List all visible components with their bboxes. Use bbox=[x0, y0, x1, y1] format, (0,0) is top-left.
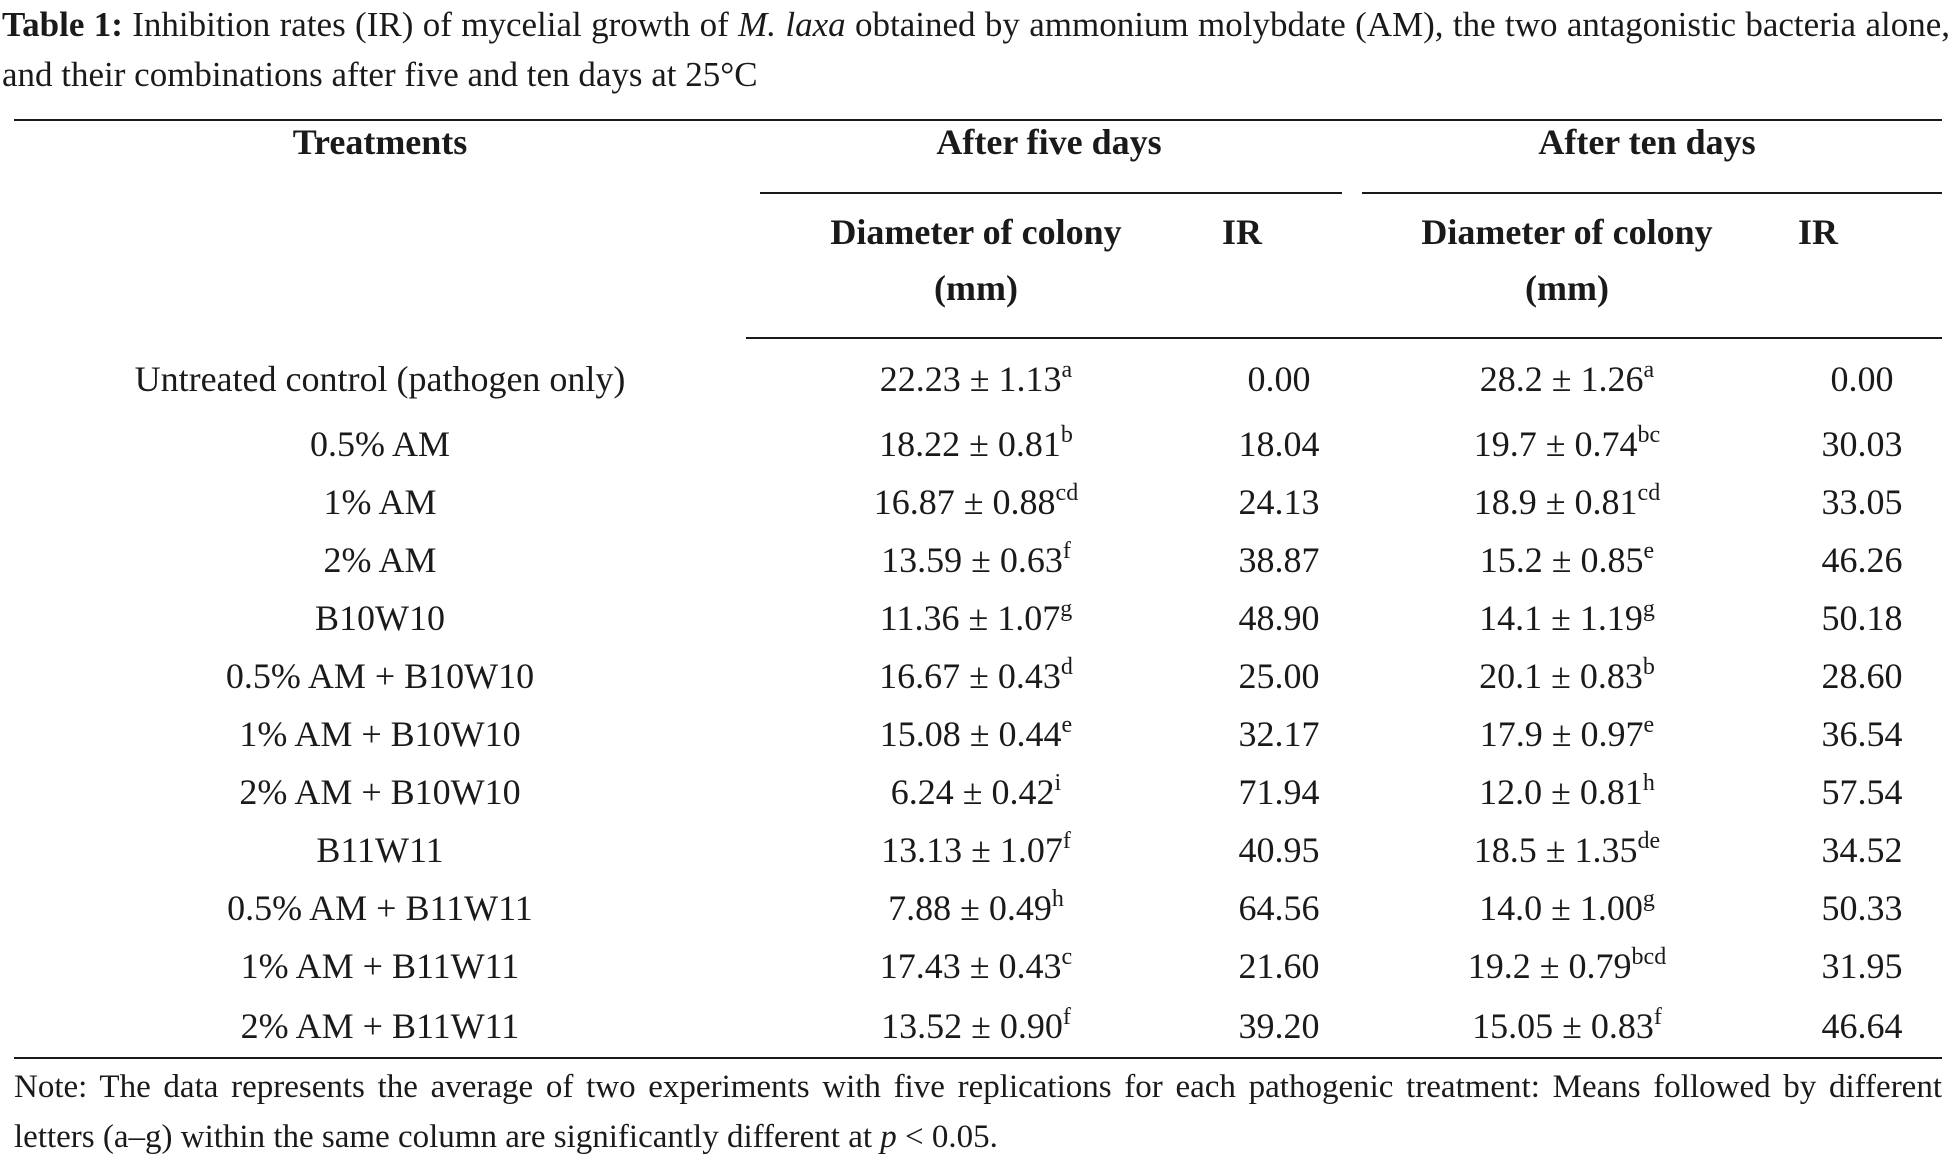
diameter-ten-cell bbox=[1352, 821, 1782, 879]
table-row bbox=[14, 647, 1942, 705]
diameter-ten-cell-value: 14.1 ± 1.19 bbox=[1479, 598, 1643, 638]
table-body bbox=[14, 338, 1942, 1058]
diameter-ten-cell bbox=[1352, 415, 1782, 473]
header-after-ten-days: After ten days bbox=[1352, 120, 1942, 194]
table-row bbox=[14, 338, 1942, 415]
diameter-five-cell-letter: cd bbox=[1055, 480, 1079, 506]
diameter-ten-cell-value: 14.0 ± 1.00 bbox=[1479, 888, 1643, 928]
diameter-ten-cell-letter: b bbox=[1642, 654, 1655, 680]
treatment-cell: B10W10 bbox=[315, 598, 445, 638]
diameter-five-cell-letter: g bbox=[1060, 596, 1073, 622]
diameter-five-cell-value: 17.43 ± 0.43 bbox=[879, 946, 1062, 986]
diameter-five-cell bbox=[746, 879, 1206, 937]
diameter-five-cell bbox=[746, 995, 1206, 1058]
diameter-five-cell-value: 18.22 ± 0.81 bbox=[879, 424, 1061, 464]
header-treatments: Treatments bbox=[14, 120, 746, 338]
diameter-five-cell bbox=[746, 589, 1206, 647]
table-row bbox=[14, 415, 1942, 473]
diameter-ten-cell bbox=[1352, 473, 1782, 531]
diameter-five-cell bbox=[746, 937, 1206, 995]
ir-ten-cell: 28.60 bbox=[1821, 656, 1903, 696]
ir-ten-cell: 57.54 bbox=[1821, 772, 1903, 812]
table-row bbox=[14, 763, 1942, 821]
ir-ten-cell: 31.95 bbox=[1821, 946, 1903, 986]
diameter-ten-cell bbox=[1352, 589, 1782, 647]
table-note bbox=[14, 1062, 1942, 1162]
diameter-five-cell-value: 16.67 ± 0.43 bbox=[879, 656, 1061, 696]
treatment-cell: 2% AM + B10W10 bbox=[239, 772, 521, 812]
diameter-five-cell-value: 13.52 ± 0.90 bbox=[881, 1006, 1063, 1046]
diameter-five-cell-letter: a bbox=[1061, 357, 1073, 383]
diameter-five-cell-letter: c bbox=[1061, 944, 1073, 970]
inhibition-table bbox=[14, 119, 1942, 1059]
ir-five-cell: 21.60 bbox=[1238, 946, 1320, 986]
diameter-ten-cell-letter: bcd bbox=[1631, 944, 1667, 970]
ir-ten-cell: 46.64 bbox=[1782, 995, 1942, 1058]
diameter-five-cell-value: 22.23 ± 1.13 bbox=[879, 359, 1062, 399]
ir-five-cell: 40.95 bbox=[1238, 830, 1320, 870]
diameter-five-cell-letter: i bbox=[1054, 770, 1062, 796]
treatment-cell: 1% AM + B11W11 bbox=[240, 946, 520, 986]
treatment-cell: 2% AM + B11W11 bbox=[14, 995, 746, 1058]
header-after-five-days: After five days bbox=[746, 120, 1352, 194]
diameter-five-cell-letter: d bbox=[1060, 654, 1073, 680]
diameter-ten-cell bbox=[1352, 531, 1782, 589]
diameter-five-cell-letter: f bbox=[1062, 1004, 1071, 1030]
ir-ten-cell: 50.33 bbox=[1821, 888, 1903, 928]
diameter-five-cell-value: 11.36 ± 1.07 bbox=[879, 598, 1061, 638]
table-row bbox=[14, 879, 1942, 937]
treatment-cell: 0.5% AM bbox=[309, 424, 450, 464]
treatment-cell: B11W11 bbox=[316, 830, 444, 870]
diameter-ten-cell-value: 18.5 ± 1.35 bbox=[1473, 830, 1638, 870]
caption-species: M. laxa bbox=[738, 5, 846, 44]
diameter-five-cell-letter: e bbox=[1061, 712, 1073, 738]
table-row bbox=[14, 937, 1942, 995]
caption-text-after: obtained by ammonium molybdate (AM), the two antagonistic bacteria alone, and their combinations after five and ten days at 25°C bbox=[2, 5, 1950, 94]
diameter-ten-cell-letter: bc bbox=[1637, 422, 1661, 448]
diameter-five-cell-letter: b bbox=[1060, 422, 1073, 448]
diameter-five-cell bbox=[746, 821, 1206, 879]
diameter-five-cell-value: 6.24 ± 0.42 bbox=[890, 772, 1055, 812]
diameter-ten-cell-letter: g bbox=[1642, 596, 1655, 622]
header-diameter-ten: Diameter of colony (mm) bbox=[1352, 194, 1782, 338]
table-row bbox=[14, 705, 1942, 763]
diameter-five-cell bbox=[746, 705, 1206, 763]
diameter-five-cell bbox=[746, 338, 1206, 415]
ir-five-cell: 48.90 bbox=[1238, 598, 1320, 638]
header-ir-ten: IR bbox=[1782, 194, 1942, 338]
table-row bbox=[14, 589, 1942, 647]
ir-five-cell: 25.00 bbox=[1238, 656, 1320, 696]
diameter-five-cell bbox=[746, 473, 1206, 531]
ir-ten-cell: 0.00 bbox=[1830, 359, 1894, 399]
ir-ten-cell: 30.03 bbox=[1821, 424, 1903, 464]
treatment-cell: 0.5% AM + B11W11 bbox=[227, 888, 533, 928]
diameter-five-cell-value: 13.59 ± 0.63 bbox=[881, 540, 1063, 580]
diameter-five-cell bbox=[746, 647, 1206, 705]
ir-ten-cell: 34.52 bbox=[1821, 830, 1903, 870]
ir-five-cell: 71.94 bbox=[1238, 772, 1320, 812]
diameter-ten-cell-value: 17.9 ± 0.97 bbox=[1479, 714, 1644, 754]
diameter-five-cell bbox=[746, 763, 1206, 821]
header-diameter-five: Diameter of colony (mm) bbox=[746, 194, 1206, 338]
caption-label: Table 1: bbox=[2, 5, 123, 44]
ir-five-cell: 39.20 bbox=[1206, 995, 1352, 1058]
diameter-ten-cell bbox=[1352, 995, 1782, 1058]
ir-ten-cell: 36.54 bbox=[1821, 714, 1903, 754]
treatment-cell: 0.5% AM + B10W10 bbox=[225, 656, 535, 696]
treatment-cell: Untreated control (pathogen only) bbox=[134, 358, 626, 399]
diameter-ten-cell-letter: de bbox=[1637, 828, 1661, 854]
diameter-ten-cell-letter: a bbox=[1643, 357, 1655, 383]
ir-five-cell: 38.87 bbox=[1238, 540, 1320, 580]
diameter-ten-cell-value: 15.2 ± 0.85 bbox=[1479, 540, 1644, 580]
diameter-five-cell bbox=[746, 415, 1206, 473]
diameter-five-cell bbox=[746, 531, 1206, 589]
ir-five-cell: 18.04 bbox=[1238, 424, 1320, 464]
diameter-ten-cell-letter: cd bbox=[1637, 480, 1661, 506]
diameter-ten-cell-value: 12.0 ± 0.81 bbox=[1479, 772, 1643, 812]
ir-ten-cell: 33.05 bbox=[1821, 482, 1903, 522]
diameter-ten-cell-value: 19.7 ± 0.74 bbox=[1473, 424, 1638, 464]
diameter-five-cell-value: 7.88 ± 0.49 bbox=[888, 888, 1052, 928]
caption-text-before: Inhibition rates (IR) of mycelial growth of bbox=[122, 5, 739, 44]
ir-ten-cell: 50.18 bbox=[1821, 598, 1903, 638]
diameter-ten-cell-value: 19.2 ± 0.79 bbox=[1467, 946, 1632, 986]
treatment-cell: 2% AM bbox=[323, 540, 437, 580]
diameter-ten-cell bbox=[1352, 338, 1782, 415]
header-ir-five: IR bbox=[1206, 194, 1352, 338]
table-row bbox=[14, 995, 1942, 1058]
treatment-cell: 1% AM bbox=[323, 482, 437, 522]
table-row bbox=[14, 821, 1942, 879]
diameter-ten-cell bbox=[1352, 763, 1782, 821]
diameter-ten-cell bbox=[1352, 937, 1782, 995]
ir-five-cell: 24.13 bbox=[1238, 482, 1320, 522]
diameter-five-cell-value: 13.13 ± 1.07 bbox=[881, 830, 1063, 870]
diameter-five-cell-value: 16.87 ± 0.88 bbox=[873, 482, 1056, 522]
ir-five-cell: 0.00 bbox=[1247, 359, 1311, 399]
diameter-five-cell-value: 15.08 ± 0.44 bbox=[879, 714, 1062, 754]
diameter-ten-cell-value: 15.05 ± 0.83 bbox=[1472, 1006, 1654, 1046]
table-row bbox=[14, 473, 1942, 531]
diameter-ten-cell-value: 28.2 ± 1.26 bbox=[1479, 359, 1644, 399]
ir-ten-cell: 46.26 bbox=[1821, 540, 1903, 580]
diameter-ten-cell bbox=[1352, 647, 1782, 705]
diameter-ten-cell-letter: g bbox=[1642, 886, 1655, 912]
diameter-ten-cell-letter: h bbox=[1642, 770, 1655, 796]
diameter-ten-cell-letter: f bbox=[1653, 1004, 1662, 1030]
table-row bbox=[14, 531, 1942, 589]
note-text-after: < 0.05. bbox=[896, 1119, 998, 1155]
note-p-symbol: p bbox=[880, 1119, 897, 1155]
table-caption bbox=[2, 0, 1950, 100]
diameter-ten-cell-letter: e bbox=[1643, 538, 1655, 564]
diameter-five-cell-letter: f bbox=[1062, 828, 1071, 854]
diameter-five-cell-letter: f bbox=[1062, 538, 1071, 564]
diameter-ten-cell-value: 18.9 ± 0.81 bbox=[1473, 482, 1638, 522]
note-text-before: Note: The data represents the average of two experiments with five replications for each pathogenic treatment: Means followed by different letters (a–g) within the same column are significantly different at bbox=[14, 1069, 1942, 1155]
diameter-ten-cell bbox=[1352, 705, 1782, 763]
diameter-ten-cell-value: 20.1 ± 0.83 bbox=[1479, 656, 1643, 696]
ir-five-cell: 64.56 bbox=[1238, 888, 1320, 928]
diameter-five-cell-letter: h bbox=[1051, 886, 1064, 912]
diameter-ten-cell-letter: e bbox=[1643, 712, 1655, 738]
diameter-ten-cell bbox=[1352, 879, 1782, 937]
treatment-cell: 1% AM + B10W10 bbox=[239, 714, 521, 754]
ir-five-cell: 32.17 bbox=[1238, 714, 1320, 754]
